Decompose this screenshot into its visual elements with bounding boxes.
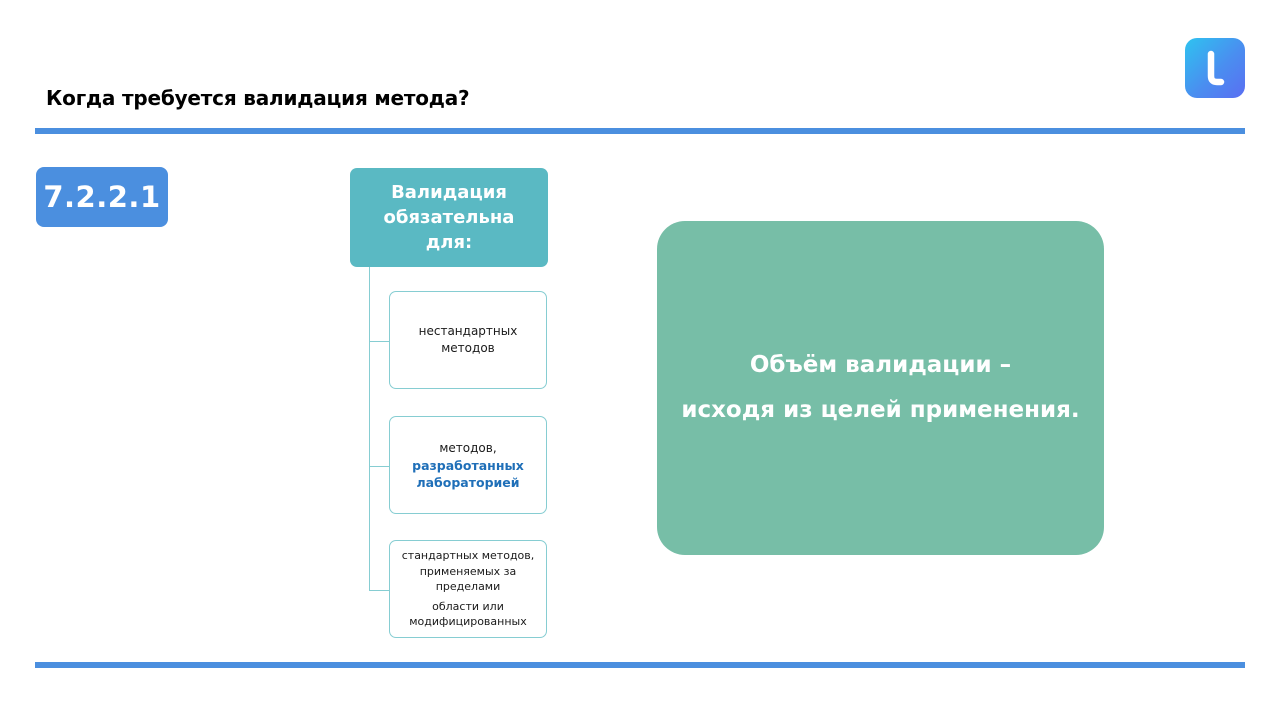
item-highlight-line: разработанных (412, 457, 524, 473)
diagram-branch-line (369, 590, 390, 591)
item-text-line: методов (441, 341, 495, 355)
item-text-line: применяемых за (419, 564, 517, 578)
top-divider (35, 128, 1245, 134)
section-number-badge (36, 167, 168, 227)
diagram-item-standard-modified (389, 540, 547, 638)
item-text-line: пределами (435, 580, 501, 594)
scope-line-2: исходя из целей применения. (681, 397, 1080, 423)
validation-scope-box (657, 221, 1104, 555)
diagram-root-box (350, 168, 548, 267)
diagram-root-label: Валидация обязательна для: (383, 182, 515, 253)
slide-title: Когда требуется валидация метода? (46, 86, 470, 110)
diagram-connector-line (369, 267, 370, 590)
bottom-divider (35, 662, 1245, 668)
diagram-branch-line (369, 341, 390, 342)
logo-glyph (1185, 38, 1245, 98)
item-text-line: модифицированных (409, 615, 527, 629)
item-text-line: стандартных методов, (401, 549, 535, 563)
brand-logo-icon (1185, 38, 1245, 98)
section-number: 7.2.2.1 (43, 180, 161, 214)
item-text-line: методов, (439, 440, 497, 455)
diagram-item-nonstandard (389, 291, 547, 389)
item-highlight-line: лабораторией (416, 474, 520, 490)
diagram-item-lab-developed (389, 416, 547, 514)
item-text-line: нестандартных (418, 324, 518, 338)
item-text-line: области или (432, 599, 504, 613)
scope-line-1: Объём валидации – (749, 352, 1012, 378)
diagram-branch-line (369, 466, 390, 467)
